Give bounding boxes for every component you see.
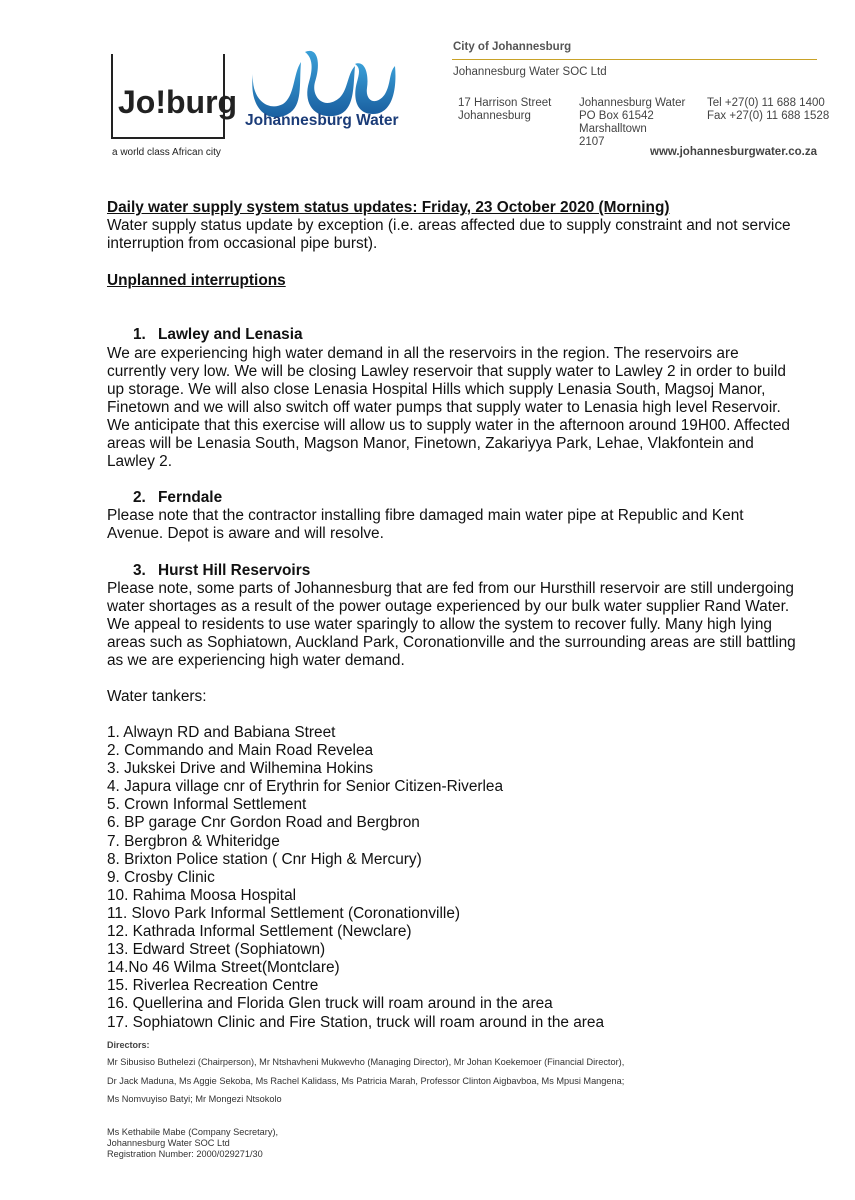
- directors-line: Ms Nomvuyiso Batyi; Mr Mongezi Ntsokolo: [107, 1094, 282, 1104]
- list-item: 8. Brixton Police station ( Cnr High & Mercury): [107, 850, 422, 868]
- city-name: City of Johannesburg: [453, 41, 572, 53]
- list-item: 2. Commando and Main Road Revelea: [107, 742, 374, 760]
- header-divider: [452, 59, 817, 60]
- item-text-ferndale: Please note that the contractor installing fibre damaged main water pipe at Republic and Kent Avenue. Depot is aware and will resolve.: [107, 507, 744, 542]
- intro-paragraph: Water supply status update by exception (i.e. areas affected due to supply constraint and not service interruption from occasional pipe burst).: [107, 217, 791, 252]
- list-item: 9. Crosby Clinic: [107, 868, 215, 886]
- item-heading-ferndale: 2. Ferndale: [133, 489, 223, 506]
- website-link[interactable]: www.johannesburgwater.co.za: [650, 146, 817, 158]
- joburg-logo: Jo!burg: [118, 84, 238, 120]
- item-heading-lawley: 1. Lawley and Lenasia: [133, 326, 303, 343]
- list-item: 16. Quellerina and Florida Glen truck will roam around in the area: [107, 995, 553, 1013]
- tankers-label: Water tankers:: [107, 688, 207, 705]
- list-item: 12. Kathrada Informal Settlement (Newclare): [107, 923, 412, 941]
- list-item: 7. Bergbron & Whiteridge: [107, 832, 280, 850]
- directors-label: Directors:: [107, 1040, 150, 1050]
- list-item: 4. Japura village cnr of Erythrin for Senior Citizen-Riverlea: [107, 778, 504, 796]
- section-heading: Unplanned interruptions: [107, 272, 286, 289]
- company-secretary-block: Ms Kethabile Mabe (Company Secretary), Johannesburg Water SOC Ltd Registration Number: 2000/029271/30: [107, 1127, 279, 1159]
- item-heading-hurst-hill: 3. Hurst Hill Reservoirs: [133, 562, 311, 579]
- postal-address: Johannesburg Water PO Box 61542 Marshalltown 2107: [579, 97, 686, 148]
- directors-line: Mr Sibusiso Buthelezi (Chairperson), Mr Ntshavheni Mukwevho (Managing Director), Mr Johan Koekemoer (Financial Director),: [107, 1057, 625, 1067]
- contact-numbers: Tel +27(0) 11 688 1400 Fax +27(0) 11 688 1528: [707, 97, 830, 122]
- list-item: 11. Slovo Park Informal Settlement (Coronationville): [107, 904, 460, 922]
- company-name: Johannesburg Water SOC Ltd: [453, 66, 607, 78]
- joburg-tagline: a world class African city: [112, 147, 221, 158]
- list-item: 17. Sophiatown Clinic and Fire Station, truck will roam around in the area: [107, 1013, 605, 1031]
- street-address: 17 Harrison Street Johannesburg: [458, 97, 552, 122]
- list-item: 6. BP garage Cnr Gordon Road and Bergbron: [107, 814, 420, 832]
- item-text-hurst-hill: Please note, some parts of Johannesburg that are fed from our Hursthill reservoir are still undergoing water shortages as a result of the power outage experienced by our bulk water supplier Rand Water. We appeal to residents to use water sparingly to allow the system to recover fully. Many high lying areas such as Sophiatown, Auckland Park, Coronationville and the surrounding areas are still battling as we are experiencing high water demand.: [107, 580, 796, 669]
- list-item: 3. Jukskei Drive and Wilhemina Hokins: [107, 760, 374, 778]
- document-title: Daily water supply system status updates: Friday, 23 October 2020 (Morning): [107, 199, 670, 216]
- list-item: 14.No 46 Wilma Street(Montclare): [107, 959, 340, 977]
- list-item: 15. Riverlea Recreation Centre: [107, 977, 319, 995]
- directors-line: Dr Jack Maduna, Ms Aggie Sekoba, Ms Rachel Kalidass, Ms Patricia Marah, Professor Clinton Aigbavboa, Ms Mpusi Mangena;: [107, 1076, 625, 1086]
- item-text-lawley: We are experiencing high water demand in all the reservoirs in the region. The reservoirs are currently very low. We will be closing Lawley reservoir that supply water to Lawley 2 in order to build up storage. We will also close Lenasia Hospital Hills which supply Lenasia South, Magsoj Manor, Finetown and we will also switch off water pumps that supply water to Lenasia high level Reservoir. We anticipate that this exercise will allow us to supply water in the afternoon around 19H00. Affected areas will be Lenasia South, Magson Manor, Finetown, Zakariyya Park, Lehae, Vlakfontein and Lawley 2.: [107, 345, 790, 470]
- list-item: 13. Edward Street (Sophiatown): [107, 941, 326, 959]
- johannesburg-water-logo-text: Johannesburg Water: [245, 112, 399, 129]
- list-item: 10. Rahima Moosa Hospital: [107, 886, 297, 904]
- tankers-list: [107, 724, 604, 1032]
- list-item: 1. Alwayn RD and Babiana Street: [107, 724, 336, 741]
- list-item: 5. Crown Informal Settlement: [107, 796, 307, 814]
